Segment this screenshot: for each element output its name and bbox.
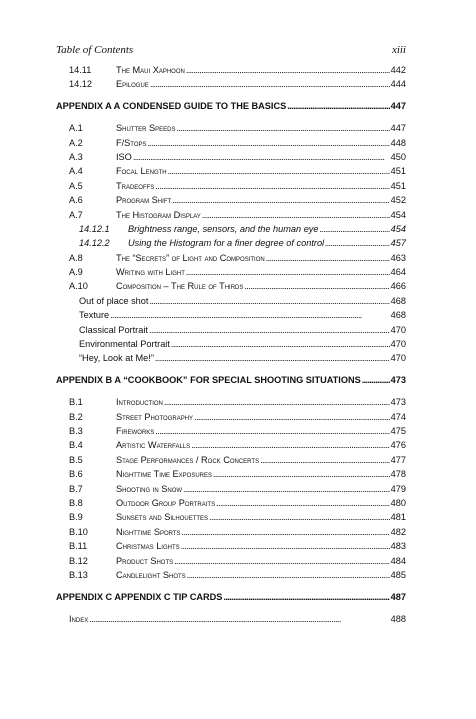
toc-entry-title: Stage Performances / Rock Concerts bbox=[116, 454, 260, 465]
dot-leader bbox=[176, 121, 389, 135]
toc-page-number: 484 bbox=[390, 555, 406, 566]
toc-page-number: 447 bbox=[390, 123, 406, 134]
toc-entry[interactable] bbox=[0, 496, 476, 510]
toc-entry-title: Christmas Lights bbox=[116, 541, 180, 552]
dot-leader bbox=[164, 395, 390, 409]
toc-entry-title: The Maui Xaphoon bbox=[116, 65, 185, 75]
toc-entry-title: Environmental Portrait bbox=[79, 339, 170, 350]
toc-entry-number: 14.12.1 bbox=[79, 223, 110, 234]
dot-leader bbox=[155, 351, 390, 365]
toc-entry[interactable] bbox=[0, 63, 476, 77]
toc-appendix-heading[interactable] bbox=[0, 99, 476, 113]
toc-page-number: 448 bbox=[390, 137, 406, 148]
toc-entry-title: Index bbox=[69, 613, 89, 624]
toc-entry-title: Tradeoffs bbox=[116, 180, 155, 191]
toc-page-number: 468 bbox=[390, 295, 406, 306]
toc-entry[interactable] bbox=[0, 424, 476, 438]
toc-entry-number: B.11 bbox=[69, 541, 88, 552]
toc-entry-title: Fireworks bbox=[116, 425, 155, 436]
toc-entry-title: Street Photography bbox=[116, 411, 194, 422]
toc-entry[interactable] bbox=[0, 121, 476, 135]
toc-entry[interactable] bbox=[0, 539, 476, 553]
toc-page-number: 481 bbox=[390, 512, 406, 523]
toc-entry-number: B.7 bbox=[69, 483, 83, 494]
toc-entry-number: B.5 bbox=[69, 454, 83, 465]
section-gap bbox=[0, 114, 476, 122]
dot-leader bbox=[181, 539, 390, 553]
toc-page-number: 477 bbox=[390, 454, 406, 465]
toc-page-number: 464 bbox=[390, 267, 406, 278]
toc-page-number: 488 bbox=[390, 613, 406, 624]
toc-page-number: 474 bbox=[390, 411, 406, 422]
toc-entry[interactable] bbox=[0, 136, 476, 150]
toc-entry[interactable] bbox=[0, 612, 476, 626]
toc-page-number: 470 bbox=[390, 324, 406, 335]
toc-page-number: 475 bbox=[390, 425, 406, 436]
dot-leader bbox=[89, 612, 389, 626]
toc-entry-title: APPENDIX A A CONDENSED GUIDE TO THE BASICS bbox=[56, 101, 287, 112]
section-gap bbox=[0, 366, 476, 374]
toc-page-number: 479 bbox=[390, 483, 406, 494]
toc-entry[interactable] bbox=[0, 554, 476, 568]
toc-entry[interactable] bbox=[0, 323, 476, 337]
dot-leader bbox=[149, 294, 389, 308]
dot-leader bbox=[172, 193, 390, 207]
toc-entry-number: A.2 bbox=[69, 137, 83, 148]
section-gap bbox=[0, 92, 476, 100]
toc-page-number: 451 bbox=[390, 166, 406, 177]
toc-entry-number: A.5 bbox=[69, 180, 83, 191]
toc-entry[interactable] bbox=[0, 438, 476, 452]
toc-entry[interactable] bbox=[0, 568, 476, 582]
toc-entry-title: Out of place shot bbox=[79, 295, 149, 306]
section-gap bbox=[0, 604, 476, 612]
toc-entry[interactable] bbox=[0, 164, 476, 178]
toc-entry-title: Focal Length bbox=[116, 166, 167, 177]
dot-leader bbox=[223, 590, 389, 604]
toc-entry-title: APPENDIX C APPENDIX C TIP CARDS bbox=[56, 591, 223, 602]
toc-entry-number: B.12 bbox=[69, 555, 88, 566]
dot-leader bbox=[174, 554, 390, 568]
toc-entry[interactable] bbox=[0, 150, 476, 164]
toc-entry-title: Brightness range, sensors, and the human eye bbox=[128, 223, 319, 234]
toc-page-number: 470 bbox=[390, 339, 406, 350]
dot-leader bbox=[171, 337, 390, 351]
dot-leader bbox=[260, 453, 390, 467]
toc-entry-number: 14.11 bbox=[69, 65, 92, 75]
toc-entry-number: A.10 bbox=[69, 281, 88, 292]
dot-leader bbox=[186, 265, 390, 279]
page-header bbox=[56, 44, 406, 56]
toc-entry-number: A.9 bbox=[69, 267, 83, 278]
toc-entry-title: “Hey, Look at Me!” bbox=[79, 353, 154, 364]
toc-entry-title: Shutter Speeds bbox=[116, 123, 176, 134]
dot-leader bbox=[150, 77, 390, 91]
dot-leader bbox=[191, 438, 390, 452]
dot-leader bbox=[216, 496, 390, 510]
toc-list bbox=[0, 63, 476, 626]
toc-entry[interactable] bbox=[0, 467, 476, 481]
toc-entry-title: APPENDIX B A “COOKBOOK” FOR SPECIAL SHOOTING SITUATIONS bbox=[56, 375, 361, 386]
toc-entry-number: B.10 bbox=[69, 526, 88, 537]
toc-entry-number: A.6 bbox=[69, 195, 83, 206]
toc-entry[interactable] bbox=[0, 179, 476, 193]
dot-leader bbox=[325, 236, 390, 250]
toc-page-number: 473 bbox=[390, 397, 406, 408]
toc-appendix-heading[interactable] bbox=[0, 373, 476, 387]
toc-page-number: 476 bbox=[390, 440, 406, 451]
toc-entry-title: Using the Histogram for a finer degree of control bbox=[128, 238, 325, 249]
toc-entry-number: B.6 bbox=[69, 469, 83, 480]
toc-entry-title: Texture bbox=[79, 310, 110, 321]
dot-leader bbox=[202, 208, 390, 222]
dot-leader bbox=[209, 510, 390, 524]
toc-entry-title: F/Stops bbox=[116, 137, 147, 148]
toc-entry-title: Epilogue bbox=[116, 79, 149, 90]
toc-entry-title: Outdoor Group Portraits bbox=[116, 497, 216, 508]
dot-leader bbox=[149, 323, 390, 337]
toc-entry-title: Writing with Light bbox=[116, 267, 185, 278]
toc-entry-number: B.13 bbox=[69, 569, 88, 580]
dot-leader bbox=[168, 164, 390, 178]
toc-page-number: 463 bbox=[390, 252, 406, 263]
toc-entry-title: The Histogram Display bbox=[116, 209, 201, 220]
toc-entry-number: B.8 bbox=[69, 497, 83, 508]
toc-page-number: 451 bbox=[390, 180, 406, 191]
toc-entry[interactable] bbox=[0, 410, 476, 424]
dot-leader bbox=[266, 251, 390, 265]
toc-entry-title: Composition – The Rule of Thirds bbox=[116, 281, 244, 292]
toc-page-number: 482 bbox=[390, 526, 406, 537]
toc-entry-title: Sunsets and Silhouettes bbox=[116, 512, 209, 523]
dot-leader bbox=[155, 179, 389, 193]
toc-entry[interactable] bbox=[0, 77, 476, 91]
toc-page-number: 450 bbox=[390, 151, 406, 162]
toc-entry[interactable] bbox=[0, 279, 476, 293]
dot-leader bbox=[213, 467, 390, 481]
toc-entry[interactable] bbox=[0, 351, 476, 365]
toc-entry-title: Candlelight Shots bbox=[116, 569, 186, 580]
toc-entry-title: Classical Portrait bbox=[79, 324, 148, 335]
toc-entry-title: Introduction bbox=[116, 397, 163, 408]
toc-page-number: 466 bbox=[390, 281, 406, 292]
toc-page-number: 478 bbox=[390, 469, 406, 480]
toc-entry[interactable] bbox=[0, 265, 476, 279]
toc-page-number: 470 bbox=[390, 353, 406, 364]
toc-entry-number: B.4 bbox=[69, 440, 83, 451]
toc-entry[interactable] bbox=[0, 193, 476, 207]
toc-entry[interactable] bbox=[0, 395, 476, 409]
toc-entry-number: 14.12.2 bbox=[79, 238, 110, 249]
toc-page-number: 442 bbox=[390, 65, 406, 75]
toc-entry-number: A.1 bbox=[69, 123, 83, 134]
toc-entry-number: A.3 bbox=[69, 151, 83, 162]
toc-entry-number: A.4 bbox=[69, 166, 83, 177]
section-gap bbox=[0, 582, 476, 590]
dot-leader bbox=[362, 373, 390, 387]
toc-entry-title: Shooting in Snow bbox=[116, 483, 183, 494]
dot-leader bbox=[148, 136, 390, 150]
toc-entry-number: A.8 bbox=[69, 252, 83, 263]
dot-leader bbox=[183, 482, 390, 496]
toc-entry-number: B.3 bbox=[69, 425, 83, 436]
toc-page-number: 473 bbox=[390, 375, 406, 386]
toc-entry-title: Program Shift bbox=[116, 195, 172, 206]
toc-entry[interactable] bbox=[0, 525, 476, 539]
toc-entry-number: B.2 bbox=[69, 411, 83, 422]
section-gap bbox=[0, 388, 476, 396]
toc-page-number: 468 bbox=[390, 310, 406, 321]
toc-page-number: 487 bbox=[390, 591, 406, 602]
toc-entry[interactable] bbox=[0, 453, 476, 467]
dot-leader bbox=[186, 63, 390, 77]
dot-leader bbox=[194, 410, 390, 424]
toc-page-number: 454 bbox=[390, 223, 406, 234]
header-page-number: xiii bbox=[391, 44, 406, 56]
toc-entry-title: The “Secrets” of Light and Composition bbox=[116, 252, 265, 263]
toc-entry[interactable] bbox=[0, 510, 476, 524]
dot-leader bbox=[155, 424, 389, 438]
dot-leader bbox=[320, 222, 390, 236]
toc-entry[interactable] bbox=[0, 308, 476, 322]
toc-entry-title: Product Shots bbox=[116, 555, 174, 566]
toc-entry-title: ISO bbox=[116, 151, 132, 162]
toc-appendix-heading[interactable] bbox=[0, 590, 476, 604]
toc-entry[interactable] bbox=[0, 337, 476, 351]
toc-entry[interactable] bbox=[0, 482, 476, 496]
toc-entry[interactable] bbox=[0, 208, 476, 222]
toc-page-number: 447 bbox=[390, 101, 406, 112]
dot-leader bbox=[187, 568, 390, 582]
toc-entry-title: Nighttime Sports bbox=[116, 526, 181, 537]
toc-entry-number: 14.12 bbox=[69, 79, 92, 90]
toc-entry[interactable] bbox=[0, 236, 476, 250]
toc-page-number: 444 bbox=[390, 79, 406, 90]
toc-page-number: 485 bbox=[390, 569, 406, 580]
toc-page-number: 480 bbox=[390, 497, 406, 508]
toc-page-number: 483 bbox=[390, 541, 406, 552]
toc-entry-number: A.7 bbox=[69, 209, 83, 220]
dot-leader bbox=[287, 99, 389, 113]
toc-entry-number: B.1 bbox=[69, 397, 83, 408]
header-title: Table of Contents bbox=[56, 44, 134, 56]
dot-leader bbox=[182, 525, 390, 539]
dot-leader bbox=[244, 279, 389, 293]
toc-entry[interactable] bbox=[0, 294, 476, 308]
toc-page-number: 452 bbox=[390, 195, 406, 206]
toc-page-number: 457 bbox=[390, 238, 406, 249]
dot-leader bbox=[133, 150, 390, 164]
toc-entry-title: Artistic Waterfalls bbox=[116, 440, 191, 451]
toc-entry-number: B.9 bbox=[69, 512, 83, 523]
toc-entry-title: Nighttime Time Exposures bbox=[116, 469, 212, 480]
dot-leader bbox=[110, 308, 390, 322]
toc-entry[interactable] bbox=[0, 222, 476, 236]
toc-entry[interactable] bbox=[0, 251, 476, 265]
toc-page-number: 454 bbox=[390, 209, 406, 220]
